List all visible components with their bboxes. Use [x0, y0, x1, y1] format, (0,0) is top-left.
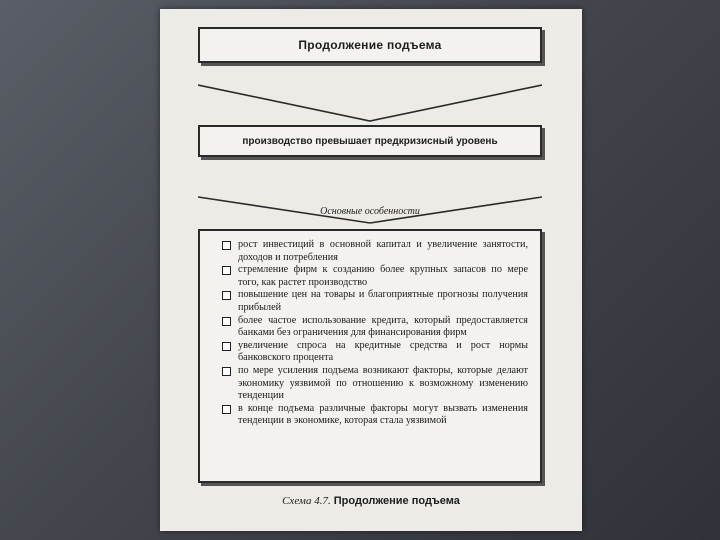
book-page — [160, 9, 582, 531]
figure-caption — [160, 495, 582, 507]
list-item — [222, 365, 528, 403]
feature-text: в конце подъема различные факторы могут вызвать изменения тенденции в экономике, которая стала уязвимой — [238, 402, 528, 427]
list-item — [222, 340, 528, 365]
checkbox-icon — [222, 405, 231, 414]
list-item — [222, 289, 528, 314]
checkbox-icon — [222, 266, 231, 275]
scheme-number: Схема 4.7. — [282, 495, 331, 507]
feature-text: повышение цен на товары и благоприятные прогнозы получения прибылей — [238, 289, 528, 313]
down-arrow-1 — [198, 83, 542, 125]
title-box — [198, 27, 542, 63]
feature-text: по мере усиления подъема возникают факторы, которые делают экономику уязвимой по отношению к возможному изменению тенденции — [238, 364, 528, 402]
features-list — [200, 231, 540, 428]
checkbox-icon — [222, 291, 231, 300]
checkbox-icon — [222, 367, 231, 376]
level-text: производство превышает предкризисный уровень — [242, 135, 498, 147]
checkbox-icon — [222, 241, 231, 250]
feature-text: стремление фирм к созданию более крупных запасов по мере того, как растет производство — [238, 264, 528, 288]
level-box — [198, 125, 542, 157]
list-item — [222, 239, 528, 264]
list-item — [222, 264, 528, 289]
checkbox-icon — [222, 317, 231, 326]
features-label: Основные особенности — [320, 206, 420, 217]
feature-text: рост инвестиций в основной капитал и увеличение занятости, доходов и потребления — [238, 239, 528, 263]
diagram-title: Продолжение подъема — [298, 38, 442, 52]
feature-text: более частое использование кредита, который предоставляется банками без ограничения для финансирования фирм — [238, 314, 528, 339]
scheme-title: Продолжение подъема — [333, 495, 460, 507]
list-item — [222, 403, 528, 428]
list-item — [222, 315, 528, 340]
features-box — [198, 229, 542, 483]
feature-text: увеличение спроса на кредитные средства и рост нормы банковского процента — [238, 339, 528, 364]
checkbox-icon — [222, 342, 231, 351]
